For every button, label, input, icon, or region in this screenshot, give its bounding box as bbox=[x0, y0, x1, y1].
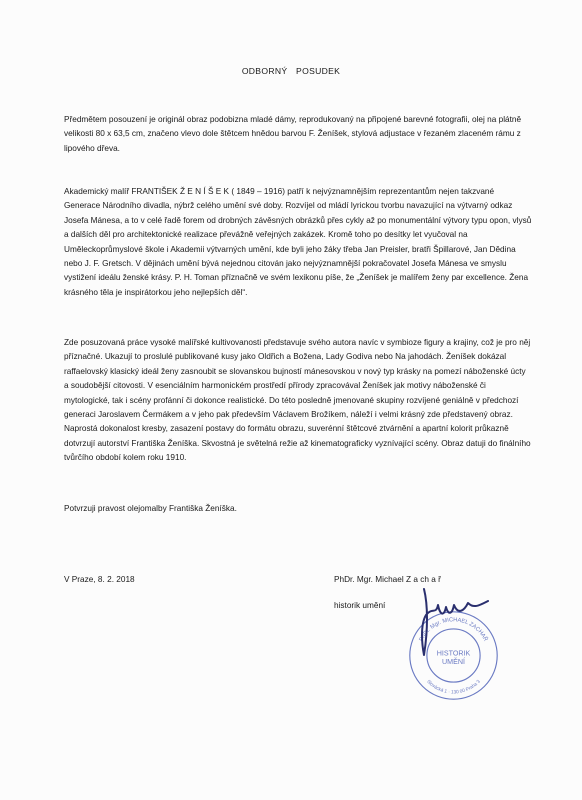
document-title: ODBORNÝ POSUDEK bbox=[241, 66, 341, 76]
handwritten-signature bbox=[384, 585, 504, 660]
paragraph-biography: Akademický malíř FRANTIŠEK Ž E N Í Š E K ( 1849 – 1916) patří k nejvýznamnějším reprezentantům nejen takzvané Generace Národního divadla, nýbrž celého umění své doby. Rozvíjel od mládí lyrickou tvorbu navazující na výtvarný odkaz Josefa Mánesa, a to v celé řadě forem od drobných závěsných obrázků přes cykly až po monumentální výtvory typu opon, vlysů a dalších děl pro architektonické realizace převážně veřejných zakázek. Kromě toho po desítky let vyučoval na Uměleckoprůmyslové škole i Akademii výtvarných umění, kde byli jeho žáky třeba Jan Preisler, bratři Špillarové, Jan Dědina nebo J. F. Gretsch. V dějinách umění bývá nejednou citován jako nejvýznamnější pokračovatel Josefa Mánesa ve smyslu vystižení ideálu ženské krásy. P. H. Toman příznačně ve svém lexikonu píše, že „Ženíšek je malířem ženy par excellence. Žena krásného těla je inspirátorkou jeho nejlepších děl“. bbox=[64, 187, 532, 297]
signer-role: historik umění bbox=[334, 601, 386, 610]
stamp-center-line2: UMĚNÍ bbox=[442, 658, 465, 667]
place-date: V Praze, 8. 2. 2018 bbox=[64, 575, 135, 584]
signer-name: PhDr. Mgr. Michael Z a ch a ř bbox=[334, 575, 441, 584]
stamp-bottom-text: Slovácká 1 · 130 00 Praha 3 bbox=[425, 679, 482, 696]
stamp-ring-text: PhDr. Mgr. MICHAEL ZACHAŘ bbox=[418, 617, 489, 643]
stamp-center-line1: HISTORIK bbox=[436, 649, 471, 658]
paragraph-confirmation: Potvrzuji pravost olejomalby Františka Ženíška. bbox=[64, 504, 237, 513]
paragraph-subject: Předmětem posouzení je originál obraz podobizna mladé dámy, reprodukovaný na připojené barevné fotografii, olej na plátně velikosti 80 x 63,5 cm, značeno vlevo dole štětcem hnědou barvou F. Ženíšek, stylová adjustace v řezaném zlaceném rámu z lipového dřeva. bbox=[64, 115, 522, 153]
paragraph-assessment: Zde posuzovaná práce vysoké malířské kultivovanosti představuje svého autora navíc v symbioze figury a krajiny, což je pro něj příznačné. Ukazují to proslulé publikované kusy jako Oldřich a Božena, Lady Godiva nebo Na jahodách. Ženíšek dokázal raffaelovský klasický ideál ženy zasnoubit se slovanskou bujností mánesovskou v nový typ krásky na pomezí náboženské úcty a soudobější citovosti. V esenciálním harmonickém prostředí přírody zpracovával Ženíšek jak motivy náboženské či mytologické, tak i scény profánní či dokonce realistické. Do této posledně jmenované skupiny rozvíjené geniálně v předchozí generaci Jaroslavem Čermákem a v jeho pak především Václavem Brožíkem, náleží i velmi krásný zde představený obraz. Naprostá dokonalost kresby, zasazení postavy do formátu obrazu, suverénní štětcové ztvárnění a apartní kolorit průkazně dotvrzují autorství Františka Ženíška. Skvostná je světelná režie až kinematograficky vyznívající scény. Obraz datuji do finálního tvůrčího období kolem roku 1910. bbox=[64, 338, 531, 463]
